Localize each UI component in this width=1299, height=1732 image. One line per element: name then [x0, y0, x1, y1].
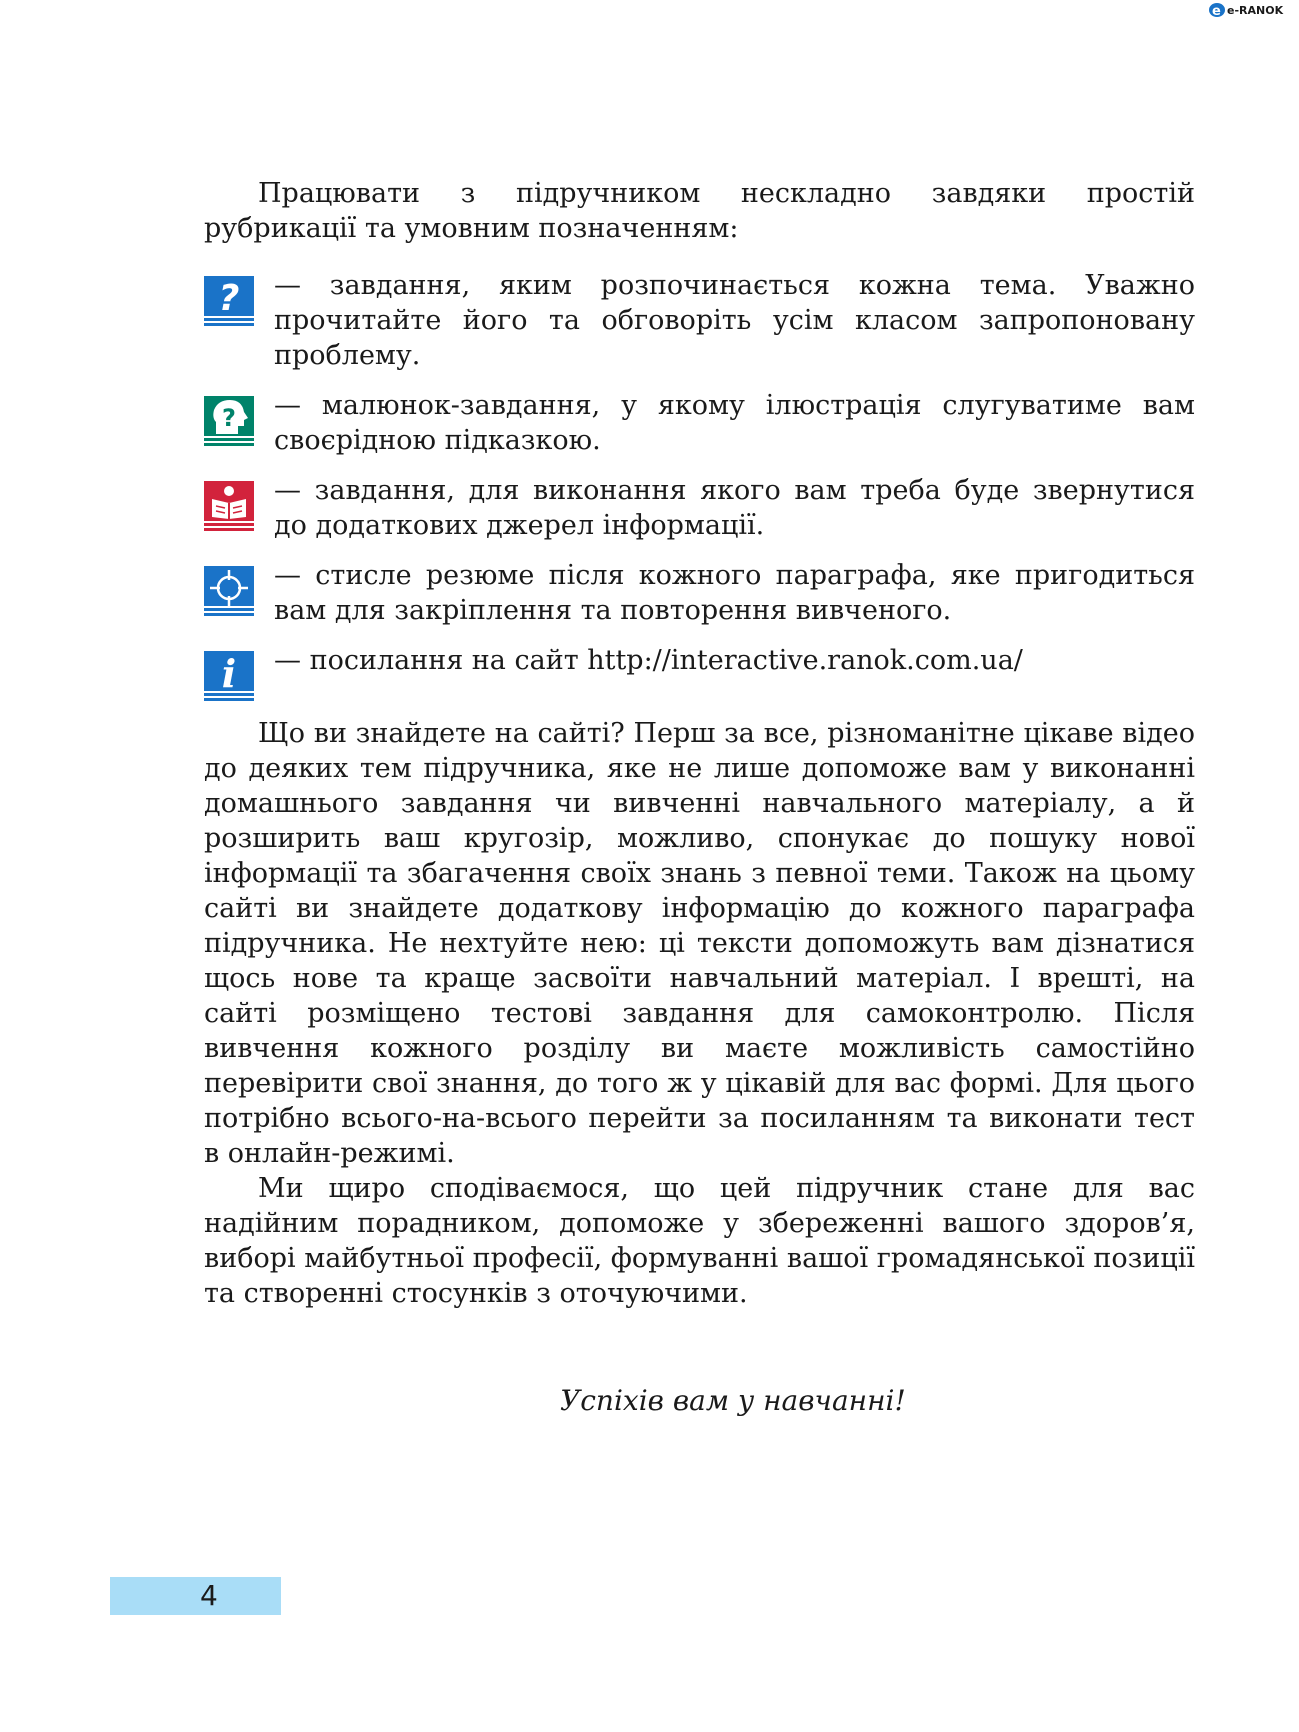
publisher-logo — [1208, 0, 1294, 20]
legend-item — [204, 268, 1195, 373]
body-paragraphs — [204, 716, 1195, 1311]
question-icon — [204, 276, 254, 326]
body-paragraph-2: Ми щиро сподіваємося, що цей підручник стане для вас надійним порадником, допоможе у збереженні вашого здоров’я, виборі майбутньої професії, формуванні вашої громадянської позиції та створенні стосунків з оточуючими. — [204, 1173, 1195, 1309]
svg-text:?: ? — [218, 278, 240, 319]
legend-item — [204, 558, 1195, 628]
svg-text:?: ? — [222, 404, 236, 432]
logo-text: e-RANOK — [1227, 4, 1284, 17]
legend-item — [204, 643, 1195, 696]
page-number: 4 — [200, 1579, 218, 1612]
info-icon — [204, 651, 254, 701]
legend-text: — малюнок-завдання, у якому ілюстрація слугуватиме вам своєрідною підказкою. — [274, 390, 1195, 456]
svg-text:i: i — [221, 651, 237, 696]
page-number-bar — [110, 1577, 281, 1615]
intro-text: Працювати з підручником нескладно завдяки простій рубрикації та умовним позначенням: — [204, 178, 1195, 244]
intro-paragraph — [204, 176, 1195, 246]
legend-text: — завдання, для виконання якого вам треба буде звернутися до додаткових джерел інформації. — [274, 475, 1195, 541]
closing-wish: Успіхів вам у навчанні! — [560, 1384, 906, 1417]
svg-text:e: e — [1212, 4, 1221, 19]
ranok-logo-icon — [1208, 0, 1294, 20]
legend-item — [204, 473, 1195, 543]
legend-text: — стисле резюме після кожного параграфа, яке пригодиться вам для закріплення та повторення вивченого. — [274, 560, 1195, 626]
legend-text: — завдання, яким розпочинається кожна тема. Уважно прочитайте його та обговоріть усім класом запропоновану проблему. — [274, 270, 1195, 371]
legend-text: — посилання на сайт http://interactive.ranok.com.ua/ — [274, 645, 1023, 676]
head-question-icon — [204, 396, 254, 446]
body-paragraph-1: Що ви знайдете на сайті? Перш за все, різноманітне цікаве відео до деяких тем підручника, яке не лише допоможе вам у виконанні домашнього завдання чи вивченні навчального матеріалу, а й розширить ваш кругозір, можливо, спонукає до пошуку нової інформації та збагачення своїх знань з певної теми. Також на цьому сайті ви знайдете додаткову інформацію до кожного параграфа підручника. Не нехтуйте нею: ці тексти допоможуть вам дізнатися щось нове та краще засвоїти навчальний матеріал. І врешті, на сайті розміщено тестові завдання для самоконтролю. Після вивчення кожного розділу ви маєте можливість самостійно перевірити свої знання, до того ж у цікавій для вас формі. Для цього потрібно всього-на-всього перейти за посиланням та виконати тест в онлайн-режимі. — [204, 718, 1195, 1169]
book-reader-icon — [204, 481, 254, 531]
legend-item — [204, 388, 1195, 458]
target-icon — [204, 566, 254, 616]
legend-list — [204, 268, 1195, 696]
